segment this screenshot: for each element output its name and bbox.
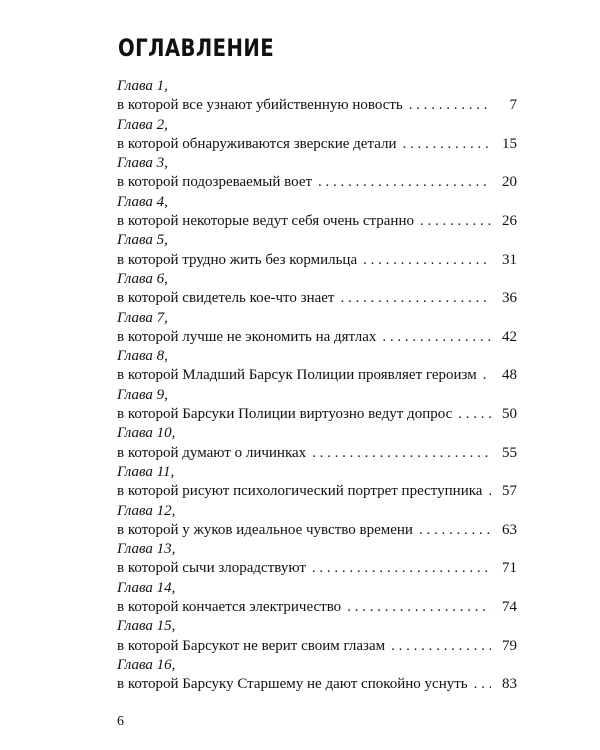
chapter-label: Глава 5, bbox=[117, 232, 168, 249]
chapter-description: в которой некоторые ведут себя очень странно bbox=[117, 213, 414, 230]
chapter-label: Глава 16, bbox=[117, 656, 176, 673]
dot-leader bbox=[420, 212, 491, 231]
toc-entry bbox=[117, 116, 517, 155]
chapter-label: Глава 8, bbox=[117, 348, 168, 365]
dot-leader bbox=[391, 637, 491, 656]
chapter-description: в которой трудно жить без кормильца bbox=[117, 251, 358, 268]
toc-entry bbox=[117, 193, 517, 232]
chapter-label: Глава 15, bbox=[117, 618, 176, 635]
chapter-description: в которой рисуют психологический портрет преступника bbox=[117, 483, 483, 500]
dot-leader bbox=[458, 405, 491, 424]
toc-line bbox=[117, 289, 517, 308]
dot-leader bbox=[312, 444, 491, 463]
dot-leader bbox=[419, 521, 491, 540]
dot-leader bbox=[488, 482, 491, 501]
chapter-page-number: 55 bbox=[502, 444, 517, 461]
chapter-description: в которой думают о личинках bbox=[117, 444, 307, 461]
toc-line bbox=[117, 637, 517, 656]
toc-entry bbox=[117, 386, 517, 425]
chapter-label: Глава 7, bbox=[117, 309, 168, 326]
dot-leader bbox=[409, 96, 491, 115]
toc-line bbox=[117, 521, 517, 540]
toc-entry bbox=[117, 154, 517, 193]
chapter-page-number: 48 bbox=[502, 367, 517, 384]
chapter-label: Глава 1, bbox=[117, 78, 168, 94]
chapter-page-number: 42 bbox=[502, 328, 517, 345]
chapter-description: в которой Барсуки Полиции виртуозно ведут допрос bbox=[117, 406, 453, 423]
chapter-label: Глава 6, bbox=[117, 270, 168, 287]
toc-line bbox=[117, 96, 517, 115]
toc-entry bbox=[117, 579, 517, 618]
toc-entry bbox=[117, 656, 517, 695]
chapter-description: в которой все узнают убийственную новость bbox=[117, 97, 403, 114]
chapter-description: в которой кончается электричество bbox=[117, 599, 342, 616]
chapter-label: Глава 3, bbox=[117, 155, 168, 172]
chapter-page-number: 31 bbox=[502, 251, 517, 268]
toc-entry bbox=[117, 617, 517, 656]
toc-entry bbox=[117, 77, 517, 116]
chapter-page-number: 74 bbox=[502, 599, 517, 616]
chapter-page-number: 79 bbox=[502, 637, 517, 654]
dot-leader bbox=[347, 598, 491, 617]
chapter-label: Глава 14, bbox=[117, 579, 176, 596]
page-title: ОГЛАВЛЕНИЕ bbox=[118, 34, 275, 62]
chapter-description: в которой Младший Барсук Полиции проявляет героизм bbox=[117, 367, 477, 384]
chapter-description: в которой у жуков идеальное чувство времени bbox=[117, 521, 413, 538]
chapter-label: Глава 4, bbox=[117, 193, 168, 210]
dot-leader bbox=[312, 559, 491, 578]
dot-leader bbox=[382, 328, 491, 347]
chapter-description: в которой обнаруживаются зверские детали bbox=[117, 135, 397, 152]
dot-leader bbox=[474, 675, 491, 694]
chapter-page-number: 36 bbox=[502, 290, 517, 307]
toc-line bbox=[117, 212, 517, 231]
chapter-label: Глава 2, bbox=[117, 116, 168, 133]
chapter-page-number: 26 bbox=[502, 213, 517, 230]
chapter-page-number: 50 bbox=[502, 406, 517, 423]
chapter-page-number: 63 bbox=[502, 521, 517, 538]
toc-entry bbox=[117, 502, 517, 541]
chapter-page-number: 71 bbox=[502, 560, 517, 577]
chapter-page-number: 57 bbox=[502, 483, 517, 500]
chapter-page-number: 15 bbox=[502, 135, 517, 152]
dot-leader bbox=[483, 366, 491, 385]
chapter-page-number: 7 bbox=[509, 97, 517, 114]
toc-entry bbox=[117, 270, 517, 309]
toc-line bbox=[117, 251, 517, 270]
toc-entry bbox=[117, 309, 517, 348]
toc-line bbox=[117, 598, 517, 617]
dot-leader bbox=[403, 135, 492, 154]
chapter-description: в которой Барсукот не верит своим глазам bbox=[117, 637, 386, 654]
toc-entry bbox=[117, 231, 517, 270]
toc-entry bbox=[117, 463, 517, 502]
chapter-description: в которой подозреваемый воет bbox=[117, 174, 313, 191]
chapter-label: Глава 13, bbox=[117, 541, 176, 558]
toc-entry bbox=[117, 424, 517, 463]
toc-line bbox=[117, 444, 517, 463]
chapter-description: в которой свидетель кое-что знает bbox=[117, 290, 335, 307]
chapter-label: Глава 10, bbox=[117, 425, 176, 442]
chapter-description: в которой Барсуку Старшему не дают спокойно уснуть bbox=[117, 676, 468, 693]
toc-entry bbox=[117, 347, 517, 386]
toc-line bbox=[117, 675, 517, 694]
page-number: 6 bbox=[117, 714, 124, 729]
toc-line bbox=[117, 366, 517, 385]
toc-line bbox=[117, 173, 517, 192]
chapter-label: Глава 12, bbox=[117, 502, 176, 519]
dot-leader bbox=[318, 173, 491, 192]
chapter-page-number: 20 bbox=[502, 174, 517, 191]
toc-line bbox=[117, 559, 517, 578]
chapter-label: Глава 11, bbox=[117, 463, 175, 480]
chapter-description: в которой сычи злорадствуют bbox=[117, 560, 306, 577]
table-of-contents bbox=[117, 77, 517, 695]
chapter-label: Глава 9, bbox=[117, 386, 168, 403]
dot-leader bbox=[363, 251, 491, 270]
toc-line bbox=[117, 405, 517, 424]
chapter-description: в которой лучше не экономить на дятлах bbox=[117, 328, 377, 345]
toc-line bbox=[117, 328, 517, 347]
chapter-page-number: 83 bbox=[502, 676, 517, 693]
toc-entry bbox=[117, 540, 517, 579]
toc-line bbox=[117, 482, 517, 501]
toc-line bbox=[117, 135, 517, 154]
dot-leader bbox=[340, 289, 491, 308]
